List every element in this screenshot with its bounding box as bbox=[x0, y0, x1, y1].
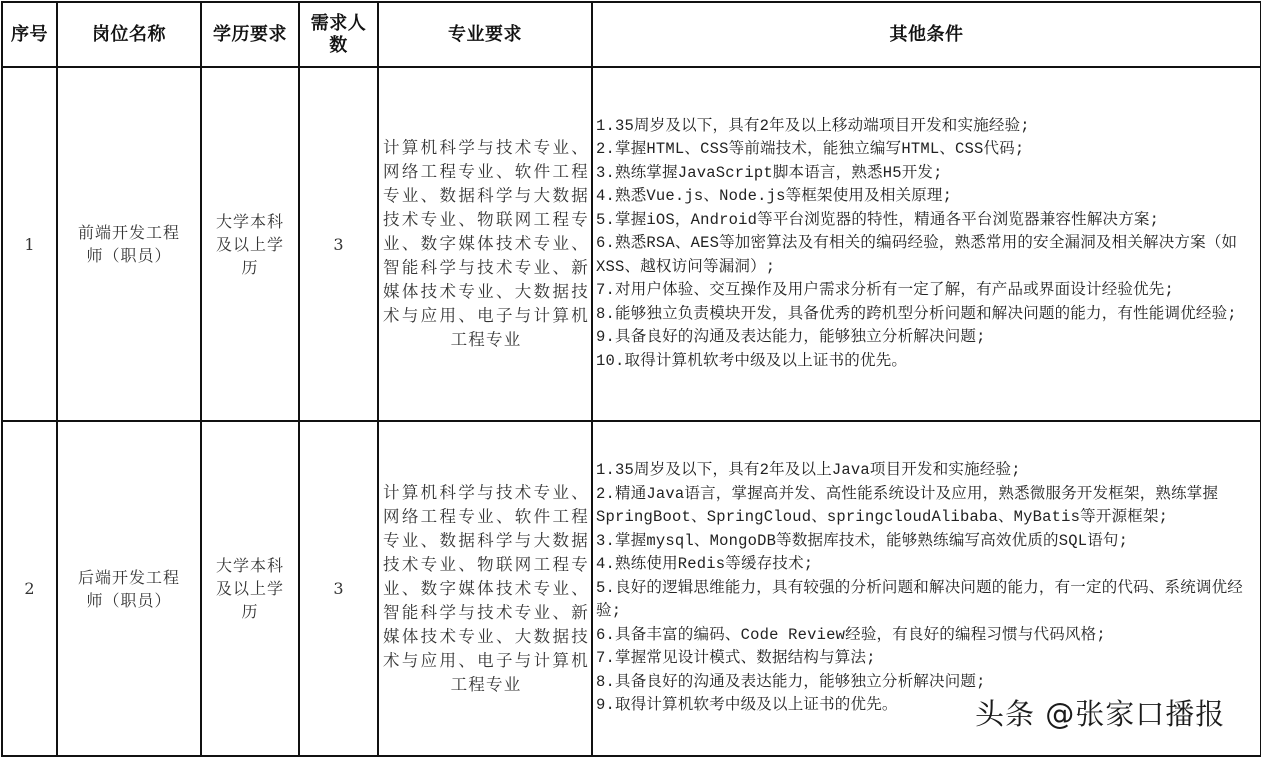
condition-item: 6.具备丰富的编码、Code Review经验，有良好的编程习惯与代码风格; bbox=[596, 625, 1106, 644]
condition-item: 9.取得计算机软考中级及以上证书的优先。 bbox=[596, 696, 898, 715]
condition-item: 2.掌握HTML、CSS等前端技术，能独立编写HTML、CSS代码; bbox=[596, 140, 1025, 159]
header-conditions: 其他条件 bbox=[592, 2, 1261, 67]
condition-item: 7.对用户体验、交互操作及用户需求分析有一定了解，有产品或界面设计经验优先; bbox=[596, 281, 1175, 300]
row-index: 1 bbox=[2, 67, 57, 421]
header-education: 学历要求 bbox=[201, 2, 299, 67]
condition-item: 3.熟练掌握JavaScript脚本语言，熟悉H5开发; bbox=[596, 163, 943, 182]
condition-item: 5.良好的逻辑思维能力，具有较强的分析问题和解决问题的能力，有一定的代码、系统调优经验; bbox=[596, 578, 1244, 621]
row-headcount: 3 bbox=[299, 421, 378, 756]
row-education: 大学本科及以上学历 bbox=[201, 421, 299, 756]
row-conditions bbox=[592, 67, 1261, 421]
condition-item: 9.具备良好的沟通及表达能力，能够独立分析解决问题; bbox=[596, 328, 986, 347]
table-row bbox=[2, 67, 1261, 421]
row-headcount: 3 bbox=[299, 67, 378, 421]
row-education: 大学本科及以上学历 bbox=[201, 67, 299, 421]
header-position: 岗位名称 bbox=[57, 2, 201, 67]
condition-item: 1.35周岁及以下，具有2年及以上Java项目开发和实施经验; bbox=[596, 461, 1021, 480]
row-major: 计算机科学与技术专业、网络工程专业、软件工程专业、数据科学与大数据技术专业、物联网工程专业、数字媒体技术专业、智能科学与技术专业、新媒体技术专业、大数据技术与应用、电子与计算机工程专业 bbox=[378, 67, 592, 421]
condition-item: 8.具备良好的沟通及表达能力，能够独立分析解决问题; bbox=[596, 672, 986, 691]
source-watermark: 头条 @张家口播报 bbox=[975, 697, 1226, 731]
header-row bbox=[2, 2, 1261, 67]
condition-item: 7.掌握常见设计模式、数据结构与算法; bbox=[596, 649, 876, 668]
header-index: 序号 bbox=[2, 2, 57, 67]
condition-item: 10.取得计算机软考中级及以上证书的优先。 bbox=[596, 351, 908, 370]
condition-item: 1.35周岁及以下，具有2年及以上移动端项目开发和实施经验; bbox=[596, 116, 1030, 135]
job-requirements-table bbox=[1, 1, 1261, 757]
condition-item: 3.掌握mysql、MongoDB等数据库技术，能够熟练编写高效优质的SQL语句; bbox=[596, 531, 1129, 550]
condition-item: 4.熟练使用Redis等缓存技术; bbox=[596, 555, 814, 574]
header-major: 专业要求 bbox=[378, 2, 592, 67]
row-index: 2 bbox=[2, 421, 57, 756]
row-major: 计算机科学与技术专业、网络工程专业、软件工程专业、数据科学与大数据技术专业、物联网工程专业、数字媒体技术专业、智能科学与技术专业、新媒体技术专业、大数据技术与应用、电子与计算机工程专业 bbox=[378, 421, 592, 756]
condition-item: 5.掌握iOS，Android等平台浏览器的特性，精通各平台浏览器兼容性解决方案; bbox=[596, 210, 1160, 229]
row-position: 前端开发工程师（职员） bbox=[57, 67, 201, 421]
condition-item: 2.精通Java语言，掌握高并发、高性能系统设计及应用，熟悉微服务开发框架，熟练掌握SpringBoot、SpringCloud、springcloudAlibaba、MyBatis等开源框架; bbox=[596, 484, 1219, 527]
condition-item: 8.能够独立负责模块开发，具备优秀的跨机型分析问题和解决问题的能力，有性能调优经验; bbox=[596, 304, 1237, 323]
condition-item: 6.熟悉RSA、AES等加密算法及有相关的编码经验，熟悉常用的安全漏洞及相关解决方案（如XSS、越权访问等漏洞）; bbox=[596, 234, 1238, 276]
row-position: 后端开发工程师（职员） bbox=[57, 421, 201, 756]
condition-item: 4.熟悉Vue.js、Node.js等框架使用及相关原理; bbox=[596, 187, 953, 206]
header-headcount: 需求人数 bbox=[299, 2, 378, 67]
